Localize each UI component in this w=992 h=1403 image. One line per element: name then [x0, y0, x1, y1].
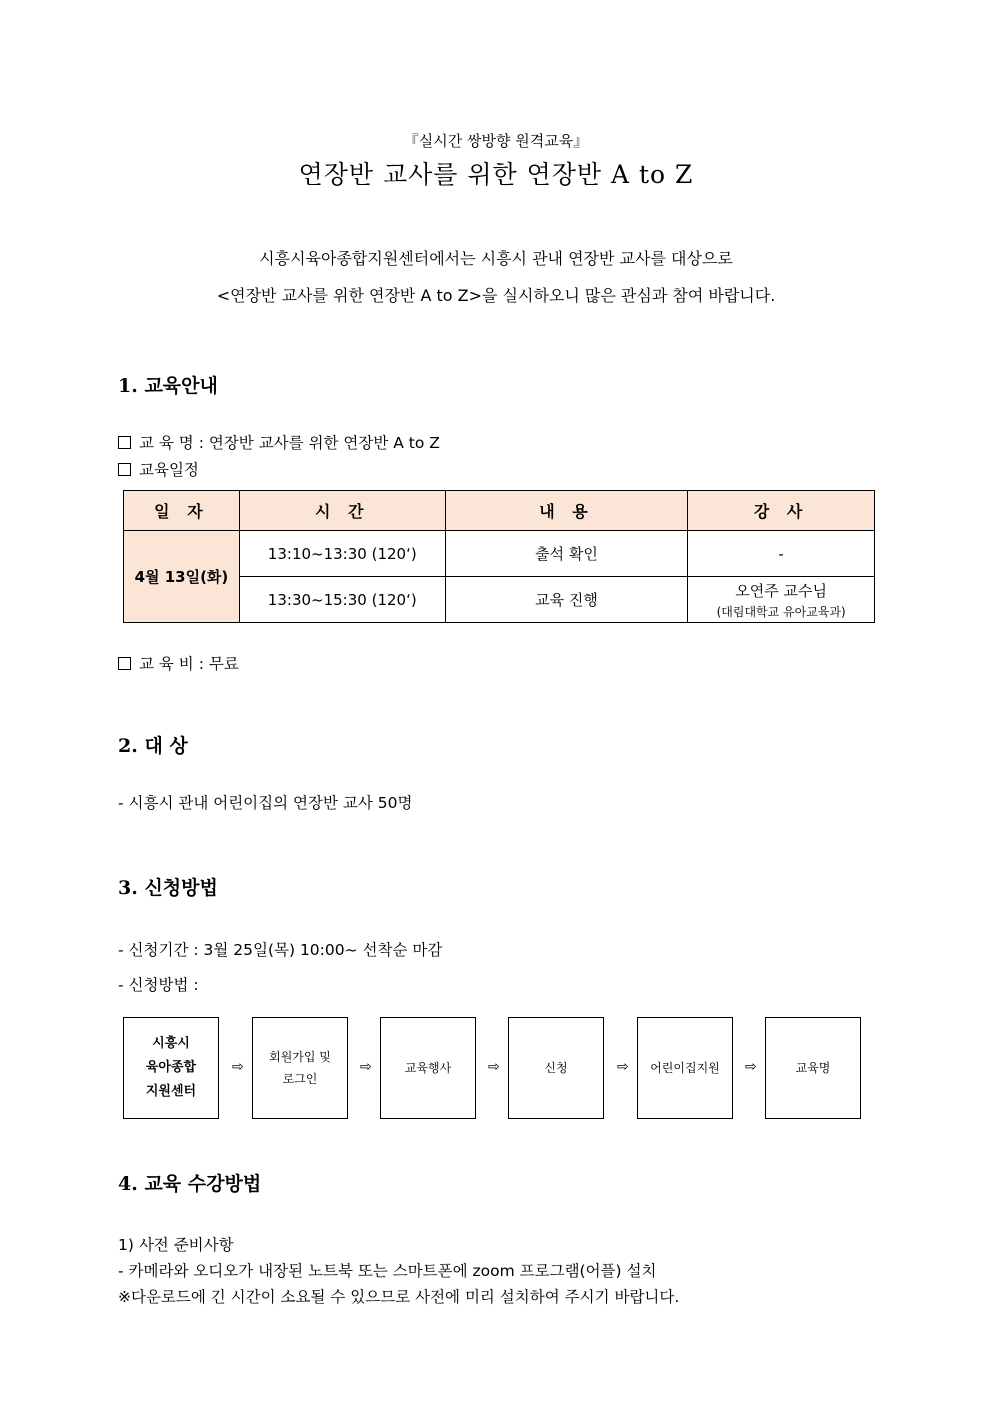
content-cell: 출석 확인	[445, 531, 688, 577]
fee-item	[118, 652, 239, 674]
flow-step-apply-label: 신청	[544, 1061, 568, 1075]
checkbox-square-icon	[118, 436, 131, 449]
lecturer-cell: -	[688, 531, 875, 577]
flow-step-center-line-3: 지원센터	[145, 1084, 197, 1099]
lecturer-cell	[688, 577, 875, 623]
flow-step-events	[380, 1017, 476, 1119]
course-name-text: 교 육 명 : 연장반 교사를 위한 연장반 A to Z	[139, 434, 440, 452]
document-subtitle: 『실시간 쌍방향 원격교육』	[403, 132, 589, 150]
flow-step-signup-line-2: 로그인	[282, 1072, 318, 1086]
flow-step-center	[123, 1017, 219, 1119]
schedule-label-text: 교육일정	[139, 461, 199, 479]
intro-line-2: <연장반 교사를 위한 연장반 A to Z>을 실시하오니 많은 관심과 참여 바랍니다.	[216, 286, 776, 305]
header-date: 일 자	[124, 491, 240, 531]
schedule-label-item	[118, 458, 199, 480]
document-title: 연장반 교사를 위한 연장반 A to Z	[298, 160, 694, 189]
flow-step-events-label: 교육행사	[404, 1061, 452, 1075]
checkbox-square-icon	[118, 657, 131, 670]
content-cell: 교육 진행	[445, 577, 688, 623]
date-cell: 4월 13일(화)	[124, 531, 240, 623]
course-name-item	[118, 431, 440, 453]
section-1-heading: 1. 교육안내	[118, 375, 218, 397]
flow-step-apply	[508, 1017, 604, 1119]
lecturer-affiliation: (대림대학교 유아교육과)	[716, 604, 846, 619]
checkbox-square-icon	[118, 463, 131, 476]
header-time: 시 간	[239, 491, 445, 531]
header-lecturer: 강 사	[688, 491, 875, 531]
target-text: - 시흥시 관내 어린이집의 연장반 교사 50명	[118, 794, 413, 812]
arrow-right-icon: ⇨	[360, 1059, 372, 1075]
time-cell: 13:30~15:30 (120‘)	[239, 577, 445, 623]
fee-text: 교 육 비 : 무료	[139, 655, 239, 673]
time-cell: 13:10~13:30 (120‘)	[239, 531, 445, 577]
table-header-row	[124, 491, 875, 531]
prep-line: - 카메라와 오디오가 내장된 노트북 또는 스마트폰에 zoom 프로그램(어플) 설치	[118, 1262, 657, 1280]
schedule-table	[123, 490, 875, 623]
flow-step-signup	[252, 1017, 348, 1119]
table-row	[124, 531, 875, 577]
section-2-heading: 2. 대 상	[118, 735, 188, 757]
section-3-heading: 3. 신청방법	[118, 877, 218, 899]
header-content: 내 용	[445, 491, 688, 531]
application-method: - 신청방법 :	[118, 976, 199, 994]
flow-step-center-line-2: 육아종합	[145, 1060, 197, 1075]
flow-step-course-name	[765, 1017, 861, 1119]
flow-step-daycare-support-label: 어린이집지원	[650, 1061, 720, 1075]
flow-step-center-line-1: 시흥시	[152, 1036, 190, 1051]
application-period: - 신청기간 : 3월 25일(목) 10:00~ 선착순 마감	[118, 941, 443, 959]
intro-line-1: 시흥시육아종합지원센터에서는 시흥시 관내 연장반 교사를 대상으로	[259, 249, 733, 268]
flow-step-signup-line-1: 회원가입 및	[269, 1050, 331, 1064]
prep-note: ※다운로드에 긴 시간이 소요될 수 있으므로 사전에 미리 설치하여 주시기 바랍니다.	[118, 1288, 680, 1306]
arrow-right-icon: ⇨	[745, 1059, 757, 1075]
arrow-right-icon: ⇨	[617, 1059, 629, 1075]
prep-title: 1) 사전 준비사항	[118, 1236, 234, 1254]
flow-step-daycare-support	[637, 1017, 733, 1119]
lecturer-name: 오연주 교수님	[735, 581, 827, 600]
arrow-right-icon: ⇨	[232, 1059, 244, 1075]
section-4-heading: 4. 교육 수강방법	[118, 1173, 262, 1195]
arrow-right-icon: ⇨	[488, 1059, 500, 1075]
flow-step-course-name-label: 교육명	[795, 1061, 831, 1075]
